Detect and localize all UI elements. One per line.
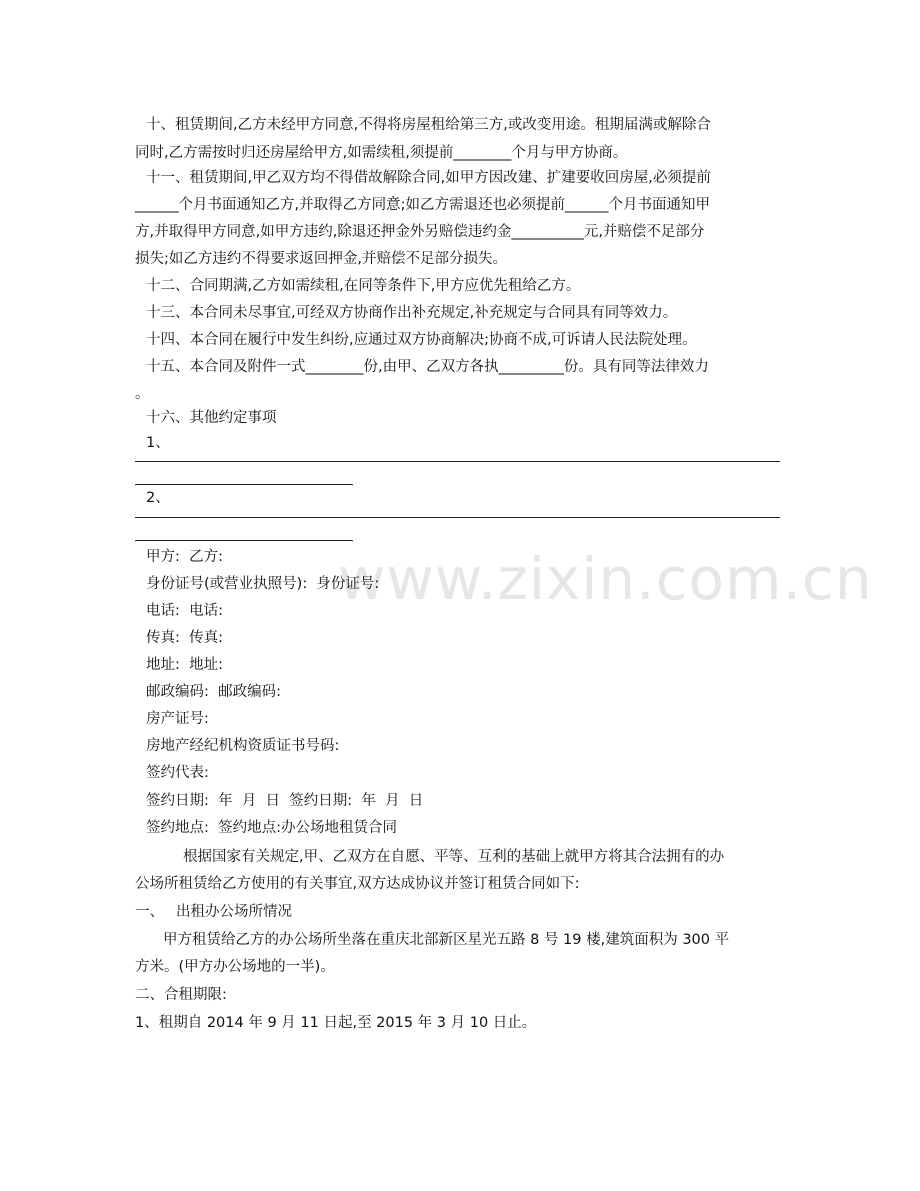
sig-property-cert: 房产证号:	[146, 711, 209, 727]
clause-11-line-1: 十一、租赁期间,甲乙双方均不得借故解除合同,如甲方因改建、扩建要收回房屋,必须提前	[146, 170, 711, 186]
fill-line	[135, 484, 353, 485]
section-2-line-1: 1、租期自 2014 年 9 月 11 日起,至 2015 年 3 月 10 日止。	[135, 1015, 537, 1031]
sig-postcode: 邮政编码: 邮政编码:	[146, 684, 281, 700]
sig-date: 签约日期: 年 月 日 签约日期: 年 月 日	[146, 793, 424, 809]
clause-15-line-2: 。	[135, 386, 150, 402]
clause-10-line-1: 十、租赁期间,乙方未经甲方同意,不得将房屋租给第三方,或改变用途。租期届满或解除合	[146, 117, 711, 133]
clause-11-line-3: 方,并取得甲方同意,如甲方违约,除退还押金外另赔偿违约金__________元,并赔偿不足部分	[135, 224, 705, 240]
sig-fax: 传真: 传真:	[146, 630, 223, 646]
clause-12: 十二、合同期满,乙方如需续租,在同等条件下,甲方应优先租给乙方。	[146, 278, 581, 294]
other-item-2-label: 2、	[146, 490, 170, 506]
fill-line	[135, 540, 353, 541]
sig-address: 地址: 地址:	[146, 657, 223, 673]
section-1-line-1: 甲方租赁给乙方的办公场所坐落在重庆北部新区星光五路 8 号 19 楼,建筑面积为 300 平	[163, 932, 730, 948]
sig-agency-cert: 房地产经纪机构资质证书号码:	[146, 738, 340, 754]
sig-parties: 甲方: 乙方:	[146, 549, 223, 565]
watermark-text: www.zixin.com.cn	[338, 545, 873, 613]
section-1-title: 出租办公场所情况	[176, 904, 292, 920]
clause-16-heading: 十六、其他约定事项	[146, 410, 277, 426]
intro-line-1: 根据国家有关规定,甲、乙双方在自愿、平等、互利的基础上就甲方将其合法拥有的办	[183, 849, 725, 865]
intro-line-2: 公场所租赁给乙方使用的有关事宜,双方达成协议并签订租赁合同如下:	[135, 876, 580, 892]
clause-11-line-2: ______个月书面通知乙方,并取得乙方同意;如乙方需退还也必须提前______个月书面通知甲	[135, 197, 710, 213]
sig-id-number: 身份证号(或营业执照号): 身份证号:	[146, 576, 380, 592]
sig-phone: 电话: 电话:	[146, 603, 223, 619]
section-1-number: 一、	[135, 904, 164, 920]
clause-10-line-2: 同时,乙方需按时归还房屋给甲方,如需续租,须提前________个月与甲方协商。	[135, 145, 628, 161]
fill-line	[135, 461, 780, 462]
clause-15-line-1: 十五、本合同及附件一式________份,由甲、乙双方各执_________份。具有同等法律效力	[146, 359, 709, 375]
section-2-title: 二、合租期限:	[135, 987, 227, 1003]
clause-11-line-4: 损失;如乙方违约不得要求返回押金,并赔偿不足部分损失。	[135, 251, 507, 267]
clause-14: 十四、本合同在履行中发生纠纷,应通过双方协商解决;协商不成,可诉请人民法院处理。	[146, 332, 697, 348]
sig-place: 签约地点: 签约地点:办公场地租赁合同	[146, 820, 397, 836]
sig-signatory: 签约代表:	[146, 765, 209, 781]
clause-13: 十三、本合同未尽事宜,可经双方协商作出补充规定,补充规定与合同具有同等效力。	[146, 305, 678, 321]
section-1-line-2: 方米。(甲方办公场地的一半)。	[135, 959, 335, 975]
fill-line	[135, 517, 780, 518]
other-item-1-label: 1、	[146, 435, 170, 451]
